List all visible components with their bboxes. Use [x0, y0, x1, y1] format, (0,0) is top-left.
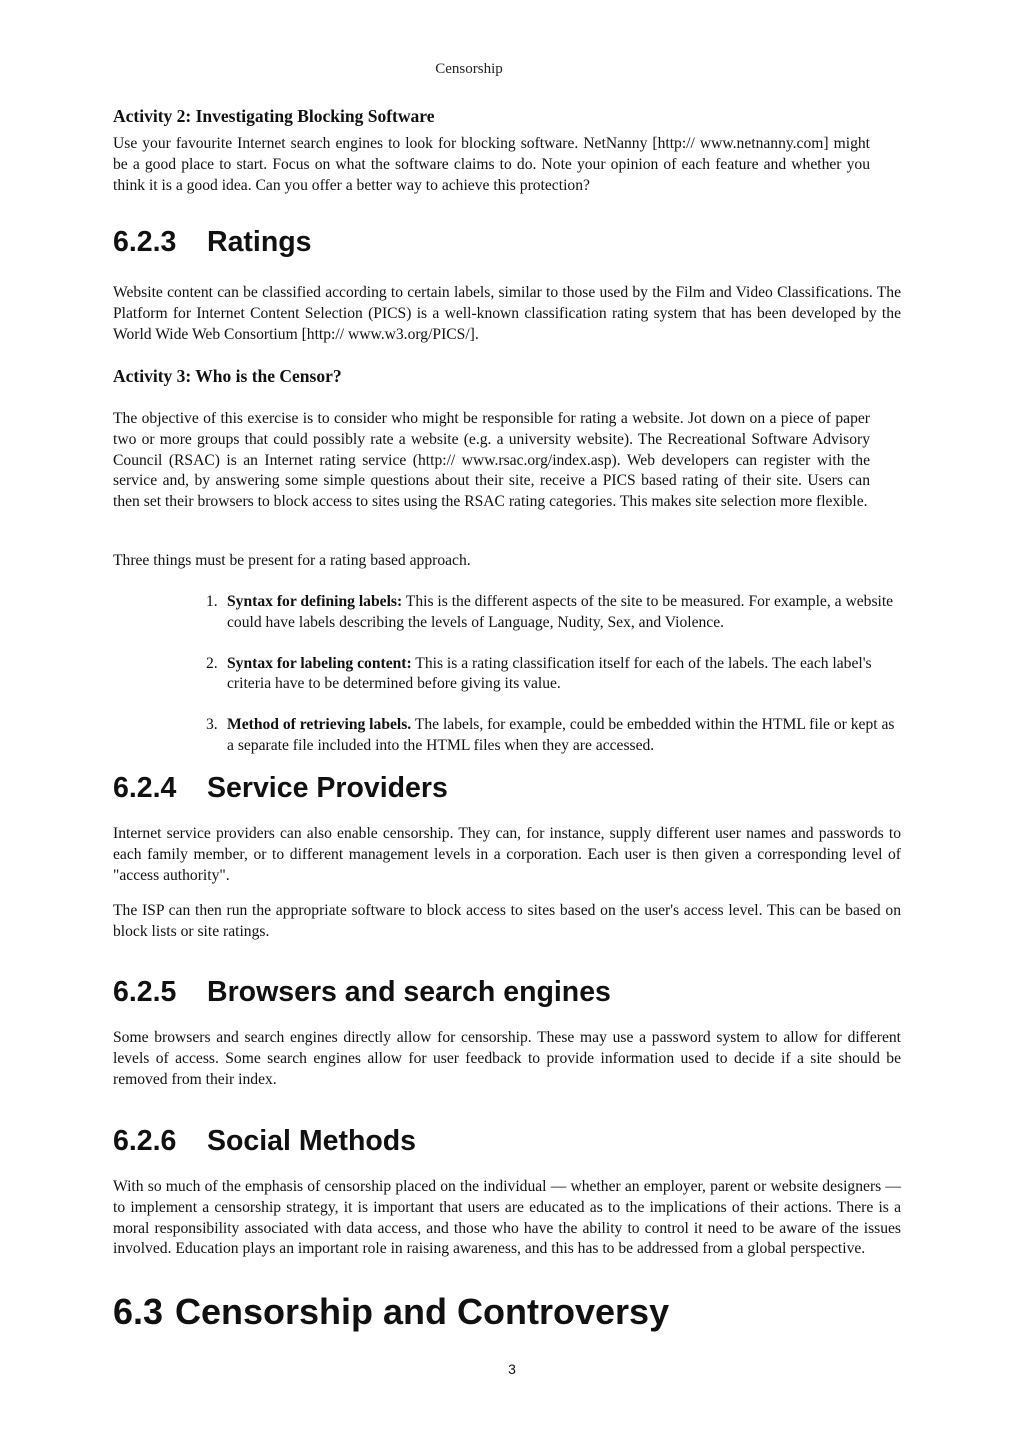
list-item-term: Syntax for labeling content: — [227, 654, 412, 672]
section-number: 6.2.4 — [113, 772, 177, 804]
list-item-text: This is a rating classification itself for each of the labels. The each label's criteria have to be determined before giving its value. — [227, 654, 872, 693]
section-title: Censorship and Controversy — [175, 1291, 670, 1332]
section-6-2-5-body: Some browsers and search engines directly allow for censorship. These may use a password system to allow for different levels of access. Some search engines allow for user feedback to provide information used to decide if a site should be removed from their index. — [113, 1029, 901, 1088]
section-title: Service Providers — [207, 772, 448, 804]
section-title: Browsers and search engines — [207, 976, 611, 1008]
running-header: Censorship — [435, 61, 503, 77]
section-6-2-4-body-1: Internet service providers can also enable censorship. They can, for instance, supply different user names and passwords to each family member, or to different management levels in a corporation. Each user is then given a corresponding level of "access authority". — [113, 825, 901, 884]
list-item — [206, 654, 902, 696]
list-item-term: Method of retrieving labels. — [227, 716, 412, 734]
section-number: 6.2.3 — [113, 226, 177, 258]
section-6-2-6-heading — [113, 1125, 416, 1158]
list-item-term: Syntax for defining labels: — [227, 593, 403, 610]
section-title: Social Methods — [207, 1125, 417, 1157]
section-6-2-4-heading — [113, 772, 448, 805]
page-number: 3 — [508, 1361, 516, 1377]
section-6-2-6-body: With so much of the emphasis of censorship placed on the individual — whether an employer, parent or website designers — to implement a censorship strategy, it is important that users are educated as to the implications of their actions. There is a moral responsibility associated with data access, and those who have the ability to control it need to be aware of the issues involved. Education plays an important role in raising awareness, and this has to be addressed from a global perspective. — [113, 1178, 901, 1258]
activity-3-intro: Three things must be present for a rating based approach. — [113, 552, 471, 569]
list-item — [206, 592, 902, 634]
section-number: 6.3 — [113, 1291, 164, 1332]
activity-3-title: Activity 3: Who is the Censor? — [113, 366, 342, 386]
list-item-number: 2. — [206, 654, 218, 672]
section-6-2-4-body-2: The ISP can then run the appropriate software to block access to sites based on the user's access level. This can be based on block lists or site ratings. — [113, 902, 901, 940]
list-item-number: 3. — [206, 716, 218, 734]
section-6-2-5-heading — [113, 976, 611, 1009]
rating-requirements-list — [206, 592, 902, 777]
section-number: 6.2.6 — [113, 1125, 177, 1157]
activity-2-body: Use your favourite Internet search engines to look for blocking software. NetNanny [http:// www.netnanny.com] might be a good place to start. Focus on what the software claims to do. Note your opinion of each feature and whether you think it is a good idea. Can you offer a better way to achieve this protection? — [113, 135, 870, 194]
section-6-3-heading — [113, 1291, 669, 1333]
section-title: Ratings — [207, 226, 312, 258]
section-6-2-3-body: Website content can be classified according to certain labels, similar to those used by the Film and Video Classifications. The Platform for Internet Content Selection (PICS) is a well-known classification rating system that has been developed by the World Wide Web Consortium [http:// www.w3.org/PICS/]. — [113, 284, 901, 343]
section-number: 6.2.5 — [113, 976, 177, 1008]
list-item-text: The labels, for example, could be embedded within the HTML file or kept as a separate file included into the HTML files when they are accessed. — [227, 716, 895, 754]
activity-2-title: Activity 2: Investigating Blocking Software — [113, 106, 435, 126]
section-6-2-3-heading — [113, 226, 312, 259]
list-item — [206, 715, 902, 757]
activity-3-body: The objective of this exercise is to consider who might be responsible for rating a website. Jot down on a piece of paper two or more groups that could possibly rate a website (e.g. a university website). The Recreational Software Advisory Council (RSAC) is an Internet rating service (http:// www.rsac.org/index.asp). Web developers can register with the service and, by answering some simple questions about their site, receive a PICS based rating of their site. Users can then set their browsers to block access to sites using the RSAC rating categories. This makes site selection more flexible. — [113, 410, 870, 511]
list-item-text: This is the different aspects of the site to be measured. For example, a website could have labels describing the levels of Language, Nudity, Sex, and Violence. — [227, 593, 894, 631]
list-item-number: 1. — [206, 593, 218, 610]
